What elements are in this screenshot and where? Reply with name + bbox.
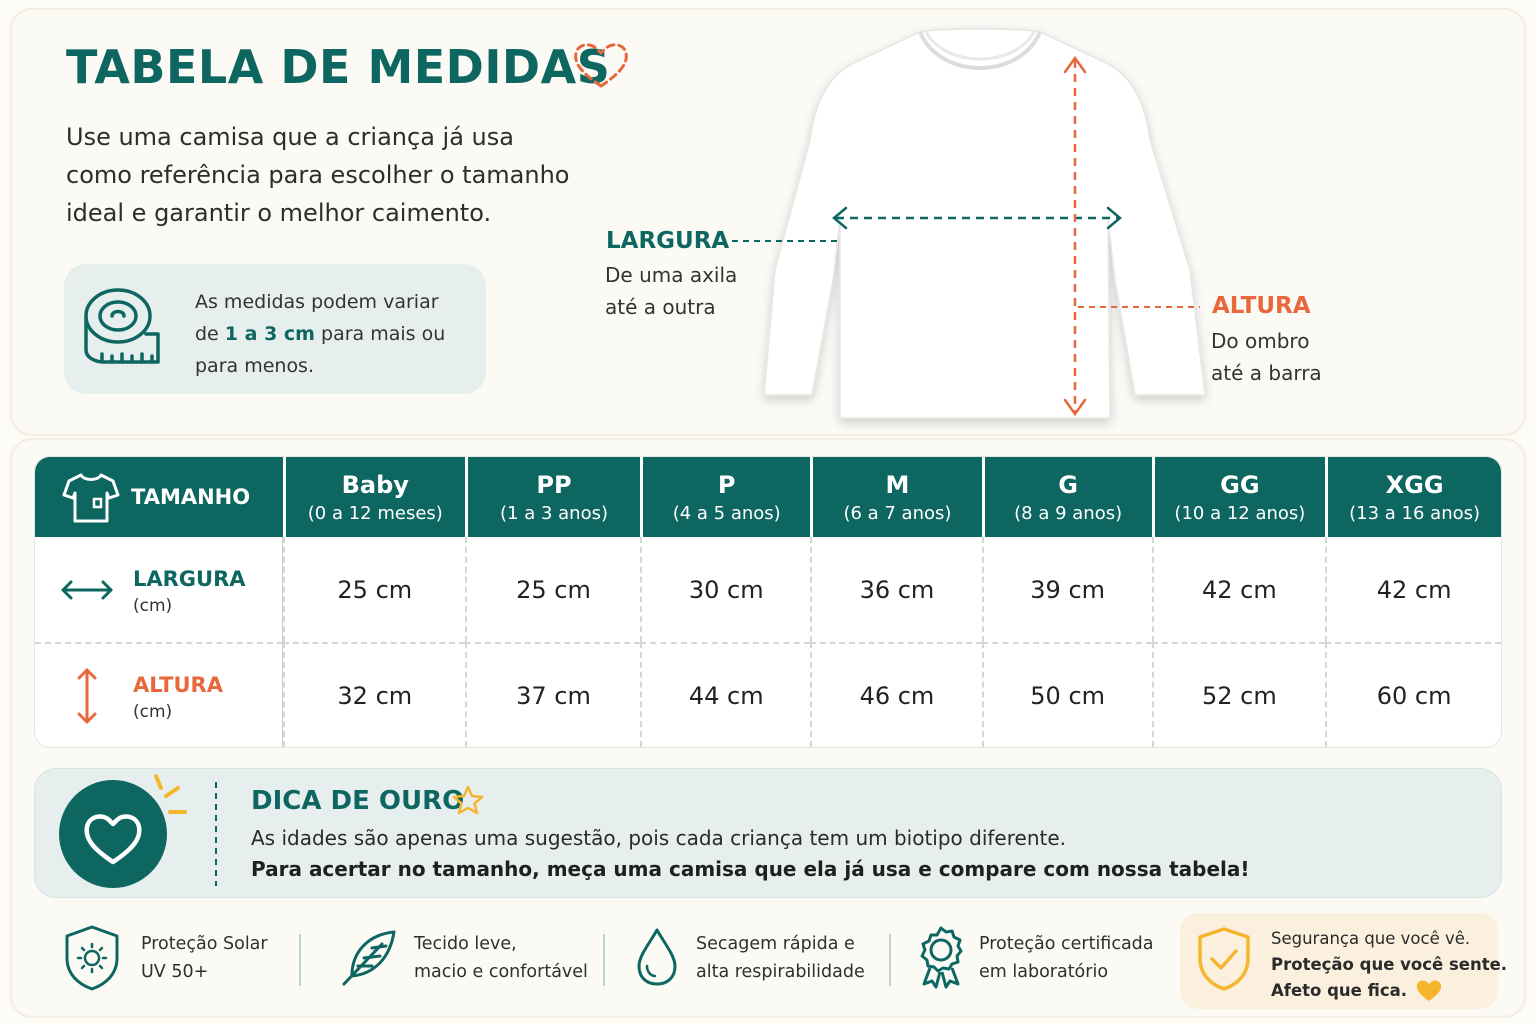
row-header-largura: LARGURA (cm) [35,537,283,642]
gold-tip-line2: Para acertar no tamanho, meça uma camisa que ela já usa e compare com nossa tabela! [251,857,1250,881]
largura-label: LARGURA [606,228,730,254]
size-header-g: G (8 a 9 anos) [982,457,1152,537]
feature-divider [889,934,891,986]
altura-value-baby: 32 cm [283,642,465,747]
feature-certified-text: Proteção certificada em laboratório [979,934,1154,982]
altura-leader-line [1076,298,1202,316]
size-header-xgg: XGG (13 a 16 anos) [1325,457,1501,537]
water-drop-icon [633,926,681,988]
intro-text: Use uma camisa que a criança já usa como referência para escolher o tamanho ideal e garantir o melhor caimento. [66,123,570,227]
promo-text: Segurança que você vê. Proteção que você sente. Afeto que fica. [1271,926,1507,1004]
heart-badge-icon [58,772,198,892]
table-row-altura [35,642,1501,747]
table-corner-cell [35,457,283,537]
horizontal-arrow-icon [59,562,115,618]
tshirt-icon [61,469,121,525]
feature-fabric-text: Tecido leve, macio e confortável [414,934,588,982]
altura-value-p: 44 cm [640,642,810,747]
altura-value-g: 50 cm [982,642,1152,747]
table-header-row [35,457,1501,537]
check-shield-icon [1196,926,1252,992]
largura-value-g: 39 cm [982,537,1152,642]
feature-uv-text: Proteção Solar UV 50+ [141,934,268,982]
measuring-tape-icon [82,286,162,368]
largura-value-p: 30 cm [640,537,810,642]
altura-value-m: 46 cm [810,642,982,747]
vertical-arrow-icon [59,668,115,724]
star-outline-icon [452,785,484,815]
feature-drying-text: Secagem rápida e alta respirabilidade [696,934,865,982]
largura-value-gg: 42 cm [1152,537,1326,642]
sun-shield-icon [62,924,122,992]
largura-value-m: 36 cm [810,537,982,642]
altura-description: Do ombro até a barra [1211,329,1322,385]
altura-value-gg: 52 cm [1152,642,1326,747]
gold-tip-line1: As idades são apenas uma sugestão, pois cada criança tem um biotipo diferente. [251,826,1066,850]
altura-value-pp: 37 cm [465,642,641,747]
altura-label: ALTURA [1212,293,1311,319]
gold-tip-divider [214,782,218,886]
size-header-p: P (4 a 5 anos) [640,457,810,537]
size-header-m: M (6 a 7 anos) [810,457,982,537]
largura-description: De uma axila até a outra [605,263,738,319]
size-header-gg: GG (10 a 12 anos) [1152,457,1326,537]
size-header-baby: Baby (0 a 12 meses) [283,457,465,537]
feature-divider [603,934,605,986]
largura-value-xgg: 42 cm [1325,537,1501,642]
page-title: TABELA DE MEDIDAS [66,40,611,94]
largura-value-pp: 25 cm [465,537,641,642]
gold-tip-title: DICA DE OURO [251,786,465,816]
altura-value-xgg: 60 cm [1325,642,1501,747]
largura-value-baby: 25 cm [283,537,465,642]
feather-icon [338,926,402,990]
largura-leader-line [730,232,842,250]
row-header-altura: ALTURA (cm) [35,642,283,747]
size-header-pp: PP (1 a 3 anos) [465,457,641,537]
heart-outline-icon [570,38,632,92]
variation-tip-text: As medidas podem variar de 1 a 3 cm para mais ou para menos. [195,291,446,377]
tamanho-label: TAMANHO [131,485,251,509]
shirt-illustration [764,29,1205,418]
award-ribbon-icon [914,924,968,990]
feature-divider [299,934,301,986]
shirt-diagram [740,20,1220,430]
table-row-largura [35,537,1501,642]
heart-filled-icon [1415,979,1443,1003]
size-table [34,456,1502,748]
